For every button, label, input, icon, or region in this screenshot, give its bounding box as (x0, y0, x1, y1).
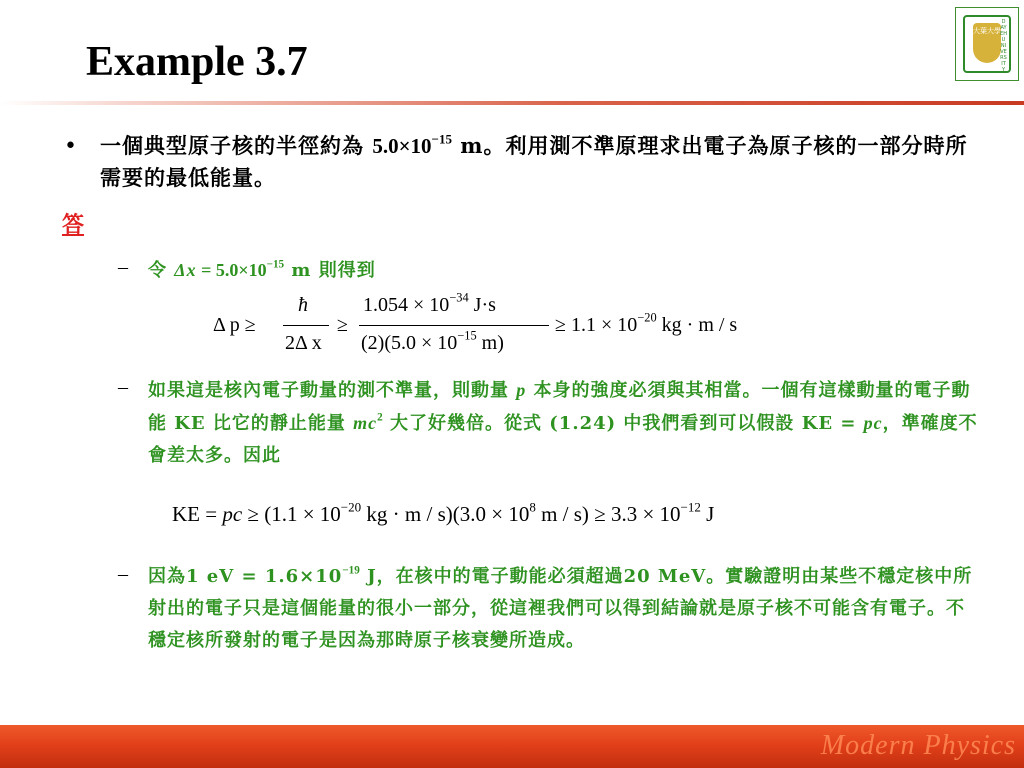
step2-text-c: 大了好幾倍。從式 (1.24) 中我們看到可以假設 KE = (382, 413, 864, 434)
step2-pc: pc (863, 413, 883, 433)
step3-exponent: −19 (342, 564, 360, 577)
eq1-geq: ≥ (337, 314, 348, 336)
step3-text-b: J，在核中的電子動能必須超過20 MeV。實驗證明由某些不穩定核中所射出的電子只是這個能量的很小一部分，從這裡我們可以得到結論就是原子核不可能含有電子。不穩定核所發射的電子是因為那時原子核衰變所造成。 (148, 566, 973, 651)
logo-side-text: DAYEH UNIVERSITY (1000, 19, 1007, 73)
equation-energy: KE = pc ≥ ($1.1 \times 10^{-20}$ kg · $m / s)(3.0 \times 10^8$ $m / s) \ge 3.3 \times 10^{-12}$ J (172, 499, 715, 526)
eq1-frac2-bar (359, 325, 549, 326)
question-text (100, 130, 970, 193)
step2-text-b: 本身的強度必須與其相當。一個有這樣動量的電子動能 KE 比它的靜止能量 (148, 380, 971, 434)
eq1-frac1-bar (283, 325, 329, 326)
answer-label: 答 (62, 212, 85, 238)
step1-equals: = 5.0×10 (196, 260, 267, 280)
eq2-ke: KE = (172, 502, 223, 526)
slide-title: Example 3.7 (86, 39, 308, 85)
step3-text-a: 因為1 eV = 1.6×10 (148, 566, 343, 587)
step1-delta-x: Δx (174, 260, 197, 280)
step1-prefix: 令 (148, 260, 175, 281)
step3-text (148, 561, 978, 657)
step2-p: p (516, 380, 527, 400)
step2-squared: 2 (377, 411, 383, 424)
logo-frame (963, 15, 1011, 73)
radius-exponent: −15 (431, 131, 452, 147)
radius-value: 5.0×10 (372, 134, 432, 158)
eq1-rhs: ≥ $1.1 \times 10^{-20}$ kg · m / s (555, 310, 738, 336)
eq1-frac2-denominator: $(2)(5.0 \times 10^{-15}$ m) (361, 328, 504, 354)
step2-text-d: ，準確度不會差太多。因此 (148, 413, 978, 466)
step2-text-a: 如果這是核內電子動量的測不準量，則動量 (148, 380, 517, 401)
step1-text (148, 254, 978, 287)
eq1-lhs: Δ p ≥ (213, 314, 256, 336)
logo-emblem-icon: 大葉大學 (973, 23, 1001, 63)
university-logo (955, 7, 1019, 81)
question-part2: m。利用測不準原理求出電子為原子核的一部分時所需要的最低能量。 (100, 133, 968, 190)
eq1-frac2-numerator: $1.054 \times 10^{-34}$ J·s (363, 290, 496, 316)
step1-suffix: m 則得到 (284, 260, 376, 281)
eq2-pc: pc (222, 502, 243, 526)
step2-mc: mc (353, 413, 378, 433)
step1-dash: – (118, 256, 128, 278)
question-part1: 一個典型原子核的半徑約為 (100, 133, 373, 158)
eq1-frac1-denominator: 2Δ x (285, 332, 322, 354)
step2-text (148, 374, 978, 472)
equation-momentum (213, 290, 793, 358)
step3-dash: – (118, 563, 128, 585)
footer-course-title: Modern Physics (820, 730, 1016, 761)
step2-dash: – (118, 376, 128, 398)
step1-exponent: −15 (266, 258, 285, 271)
bullet-icon: • (64, 134, 77, 159)
eq1-frac1-numerator: ħ (298, 294, 308, 316)
title-divider (0, 101, 1024, 105)
